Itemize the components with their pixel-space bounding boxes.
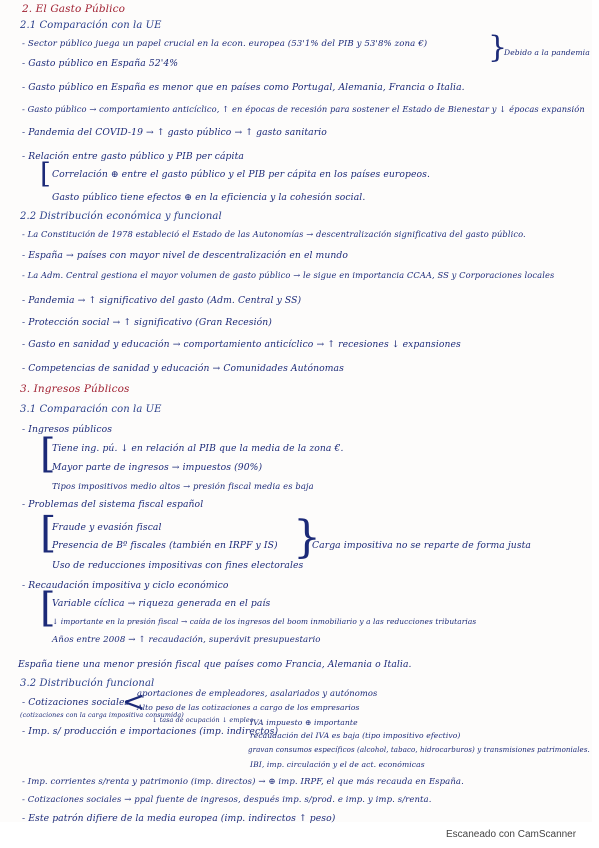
note-line: aportaciones de empleadores, asalariados y autónomos [137,688,378,698]
note-line: - Problemas del sistema fiscal español [22,499,204,510]
note-line: - Ingresos públicos [22,424,113,435]
note-line: Tipos impositivos medio altos → presión fiscal media es baja [52,481,314,491]
note-line: Presencia de Bº fiscales (también en IRPF y IS) [52,540,278,551]
side-note: Debido a la pandemia [504,48,590,57]
note-line: Tiene ing. pú. ↓ en relación al PIB que la media de la zona €. [52,443,344,454]
subheading-distribucion: 2.2 Distribución económica y funcional [20,211,222,222]
bracket-icon: [ [40,585,56,631]
note-line: - Sector público juega un papel crucial en la econ. europea (53'1% del PIB y 53'8% zona €) [22,39,428,49]
note-line: IVA impuesto ⊕ importante [250,718,358,727]
side-note: ↓ tasa de ocupación ↓ empleo [152,716,254,724]
chevron-icon: < [122,685,146,718]
note-line: Fraude y evasión fiscal [52,522,162,533]
subheading-distribucion-funcional: 3.2 Distribución funcional [20,678,155,689]
bracket-icon: [ [40,508,57,557]
heading-gasto-publico: 2. El Gasto Público [22,3,125,15]
note-line: - Gasto en sanidad y educación → comportamiento anticíclico → ↑ recesiones ↓ expansiones [22,339,461,350]
brace-icon: } [488,30,508,65]
note-line: - Competencias de sanidad y educación → Comunidades Autónomas [22,363,344,374]
scanner-watermark: Escaneado con CamScanner [446,829,577,840]
note-line: - Relación entre gasto público y PIB per cápita [22,151,244,162]
note-line: - Gasto público → comportamiento anticíclico, ↑ en épocas de recesión para sostener el Estado de Bienestar y ↓ épocas expansión [22,104,585,114]
note-line: - Pandemia → ↑ significativo del gasto (Adm. Central y SS) [22,295,302,306]
subheading-comparacion-ue: 2.1 Comparación con la UE [20,20,162,31]
note-line: - Gasto público en España es menor que en países como Portugal, Alemania, Francia o Italia. [22,82,465,93]
note-line: Correlación ⊕ entre el gasto público y el PIB per cápita en los países europeos. [52,169,431,180]
note-line: Alto peso de las cotizaciones a cargo de los empresarios [137,703,360,712]
note-line: Uso de reducciones impositivas con fines electorales [52,560,304,571]
note-line: - La Adm. Central gestiona el mayor volumen de gasto público → le sigue en importancia CCAA, SS y Corporaciones locales [22,270,555,280]
note-line: IBI, imp. circulación y el de act. económicas [250,760,425,769]
bracket-icon: [ [40,431,56,477]
note-line: - Pandemia del COVID-19 → ↑ gasto público → ↑ gasto sanitario [22,127,327,138]
note-line: España tiene una menor presión fiscal que países como Francia, Alemania o Italia. [18,659,412,670]
note-line: - La Constitución de 1978 estableció el Estado de las Autonomías → descentralización significativa del gasto público. [22,229,526,239]
brace-icon: } [293,512,321,563]
note-line: recaudación del IVA es baja (tipo impositivo efectivo) [250,731,461,740]
note-line: Años entre 2008 → ↑ recaudación, superávit presupuestario [52,635,321,645]
subheading-comparacion-ue: 3.1 Comparación con la UE [20,404,162,415]
note-line: - Este patrón difiere de la media europea (imp. indirectos ↑ peso) [22,813,336,824]
note-line: Mayor parte de ingresos → impuestos (90%) [52,462,263,473]
heading-ingresos-publicos: 3. Ingresos Públicos [20,383,130,395]
note-line: - Protección social → ↑ significativo (Gran Recesión) [22,317,272,328]
note-line: - Imp. s/ producción e importaciones (imp. indirectos) [22,726,279,737]
note-line: gravan consumos específicos (alcohol, tabaco, hidrocarburos) y transmisiones patrimoniales. [248,745,590,754]
note-line: - Recaudación impositiva y ciclo económico [22,580,229,591]
note-line: Gasto público tiene efectos ⊕ en la eficiencia y la cohesión social. [52,192,366,203]
note-line: - Cotizaciones sociales [22,697,130,708]
note-line: ↓ importante en la presión fiscal → caída de los ingresos del boom inmobiliario y a las reducciones tributarias [52,617,477,626]
side-note: (cotizaciones con la carga impositiva consumida) [20,711,184,719]
note-line: - Imp. corrientes s/renta y patrimonio (imp. directos) → ⊕ imp. IRPF, el que más recauda en España. [22,777,464,787]
note-line: - Gasto público en España 52'4% [22,58,179,69]
note-line: Variable cíclica → riqueza generada en el país [52,598,271,609]
note-line: - España → países con mayor nivel de descentralización en el mundo [22,250,349,261]
side-note: Carga impositiva no se reparte de forma justa [312,540,532,551]
bracket-icon: [ [40,157,51,190]
note-line: - Cotizaciones sociales → ppal fuente de ingresos, después imp. s/prod. e imp. y imp. s/renta. [22,795,432,805]
